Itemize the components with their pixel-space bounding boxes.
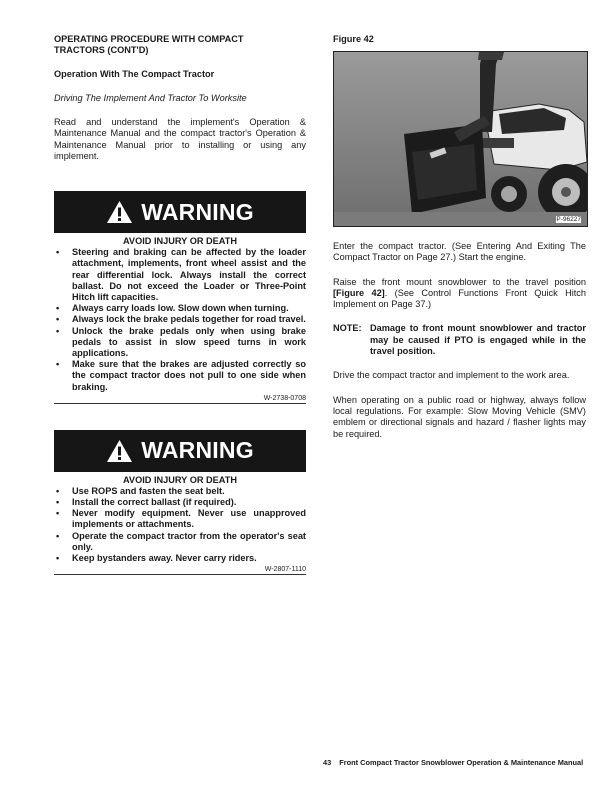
left-column <box>54 34 306 575</box>
warning-list <box>54 486 306 564</box>
warning-banner <box>54 430 306 472</box>
warning-list <box>54 247 306 393</box>
list-item: • Operate the compact tractor from the operator's seat only. <box>54 531 306 553</box>
snowblower-tractor-illustration <box>334 52 587 226</box>
warning-triangle-icon <box>106 200 133 224</box>
paragraph-enter-tractor: Enter the compact tractor. (See Entering And Exiting The Compact Tractor on Page 27.) Start the engine. <box>333 241 586 263</box>
list-item: • Steering and braking can be affected by the loader attachment, implements, front wheel assist and the rear differential lock. Always install the correct ballast. Do not exceed the Loader or Three-Point Hitch lift capacities. <box>54 247 306 303</box>
page-number: 43 <box>323 758 332 767</box>
warning-triangle-icon <box>106 439 133 463</box>
figure-reference: [Figure 42] <box>333 287 385 298</box>
paragraph-drive: Drive the compact tractor and implement to the work area. <box>333 370 570 381</box>
note-label: NOTE: <box>333 323 362 334</box>
paragraph-raise-snowblower: Raise the front mount snowblower to the travel position [Figure 42]. (See Control Functions Front Quick Hitch Implement on Page 37.) <box>333 276 586 310</box>
figure-title: Figure 42 <box>333 34 374 44</box>
divider <box>54 403 306 404</box>
page-footer <box>323 758 588 767</box>
warning-label: WARNING <box>141 198 254 225</box>
list-item: • Make sure that the brakes are adjusted correctly so the compact tractor does not pull to one side when braking. <box>54 359 306 393</box>
note <box>333 323 586 357</box>
warning-box-1 <box>54 191 306 404</box>
warning-box-2 <box>54 430 306 575</box>
warning-heading: AVOID INJURY OR DEATH <box>122 236 237 247</box>
warning-banner <box>54 191 306 233</box>
warning-heading: AVOID INJURY OR DEATH <box>122 474 237 485</box>
figure-code: P-96227 <box>556 216 581 223</box>
figure-42-photo <box>333 51 588 227</box>
subheading: Operation With The Compact Tractor <box>54 69 215 79</box>
right-column <box>333 34 586 440</box>
list-item: • Keep bystanders away. Never carry riders. <box>54 553 306 564</box>
list-item: • Unlock the brake pedals only when using brake pedals to assist in slow speed turns in work applications. <box>54 326 306 360</box>
italic-heading: Driving The Implement And Tractor To Worksite <box>54 93 247 103</box>
list-item: • Always carry loads low. Slow down when turning. <box>54 303 306 314</box>
paragraph-public-road: When operating on a public road or highway, always follow local regulations. For example: Slow Moving Vehicle (SMV) emblem or directional signals and hazard / flasher lights may be required. <box>333 394 586 439</box>
list-item: • Use ROPS and fasten the seat belt. <box>54 486 306 497</box>
list-item: • Always lock the brake pedals together for road travel. <box>54 314 306 325</box>
note-text: Damage to front mount snowblower and tractor may be caused if PTO is engaged while in the travel position. <box>370 323 586 357</box>
divider <box>54 574 306 575</box>
manual-title: Front Compact Tractor Snowblower Operation & Maintenance Manual <box>339 758 584 767</box>
intro-paragraph: Read and understand the implement's Operation & Maintenance Manual and the compact tractor's Operation & Maintenance Manual prior to installing or using any implement. <box>54 117 306 161</box>
warning-label: WARNING <box>141 437 254 464</box>
list-item: • Never modify equipment. Never use unapproved implements or attachments. <box>54 508 306 530</box>
list-item: • Install the correct ballast (if required). <box>54 497 306 508</box>
warning-code: W-2738-0708 <box>263 394 306 402</box>
section-title: OPERATING PROCEDURE WITH COMPACT TRACTORS (CONT'D) <box>54 34 244 55</box>
warning-code: W-2807-1110 <box>264 566 306 574</box>
